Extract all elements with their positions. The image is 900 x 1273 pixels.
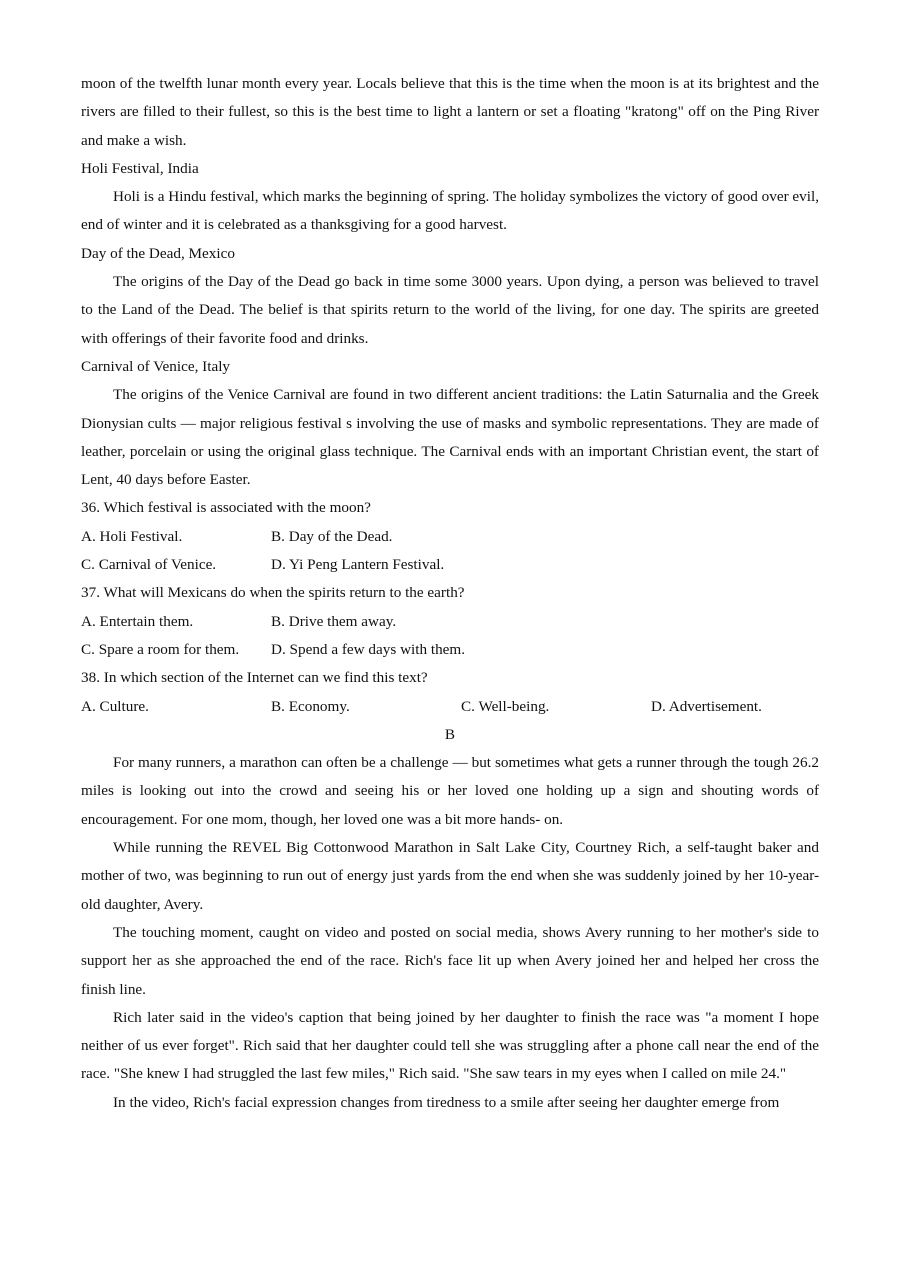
marathon-paragraph-3: The touching moment, caught on video and posted on social media, shows Avery running to her mother's side to support her as she approached the end of the race. Rich's face lit up when Avery joined her and helped her cross the finish line. (81, 923, 819, 998)
section-b-label: B (444, 725, 456, 743)
marathon-paragraph-2: While running the REVEL Big Cottonwood Marathon in Salt Lake City, Courtney Rich, a self-taught baker and mother of two, was beginning to run out of energy just yards from the end when she was suddenly joined by her 10-year- old daughter, Avery. (81, 839, 819, 913)
question-38-options-row (81, 693, 819, 721)
venice-heading: Carnival of Venice, Italy (81, 357, 231, 375)
question-38-option-d: D. Advertisement. (651, 697, 762, 715)
question-36-options-row-1 (81, 523, 819, 551)
question-36-options-row-2 (81, 551, 819, 579)
question-37-option-b: B. Drive them away. (271, 612, 397, 630)
venice-paragraph: The origins of the Venice Carnival are found in two different ancient traditions: the Latin Saturnalia and the Greek Dionysian cults — major religious festival s involving the use of masks and symbolic representations. They are made of leather, porcelain or using the original glass technique. The Carnival ends with an important Christian event, the start of Lent, 40 days before Easter. (81, 386, 819, 489)
holi-paragraph: Holi is a Hindu festival, which marks the beginning of spring. The holiday symbolizes the victory of good over evil, end of winter and it is celebrated as a thanksgiving for a good harvest. (81, 188, 819, 234)
question-38-option-a: A. Culture. (81, 697, 149, 715)
question-36-stem: 36. Which festival is associated with the moon? (81, 499, 371, 517)
day-of-dead-paragraph: The origins of the Day of the Dead go back in time some 3000 years. Upon dying, a person was believed to travel to the Land of the Dead. The belief is that spirits return to the world of the living, for one day. The spirits are greeted with offerings of their favorite food and drinks. (81, 273, 819, 347)
marathon-paragraph-4: Rich later said in the video's caption that being joined by her daughter to finish the race was "a moment I hope neither of us ever forget". Rich said that her daughter could tell she was struggling after a phone call near the end of the race. "She knew I had struggled the last few miles," Rich said. "She saw tears in my eyes when I called on mile 24." (81, 1008, 819, 1083)
lantern-paragraph-end: moon of the twelfth lunar month every year. Locals believe that this is the time when the moon is at its brightest and the rivers are filled to their fullest, so this is the best time to light a lantern or set a floating "kratong" off on the Ping River and make a wish. (81, 75, 819, 149)
question-38-option-b: B. Economy. (271, 697, 350, 715)
question-37-options-row-2 (81, 636, 819, 664)
question-37-option-d: D. Spend a few days with them. (271, 640, 466, 658)
question-37-options-row-1 (81, 608, 819, 636)
question-36-option-b: B. Day of the Dead. (271, 527, 393, 545)
question-36-option-d: D. Yi Peng Lantern Festival. (271, 556, 445, 574)
question-36-option-c: C. Carnival of Venice. (81, 556, 217, 574)
document-page (81, 70, 819, 1117)
day-of-dead-heading: Day of the Dead, Mexico (81, 244, 235, 262)
question-37-option-c: C. Spare a room for them. (81, 640, 240, 658)
marathon-paragraph-5: In the video, Rich's facial expression changes from tiredness to a smile after seeing her daughter emerge from (113, 1093, 780, 1111)
holi-heading: Holi Festival, India (81, 159, 199, 177)
question-38-stem: 38. In which section of the Internet can we find this text? (81, 669, 428, 687)
marathon-paragraph-1: For many runners, a marathon can often be a challenge — but sometimes what gets a runner through the tough 26.2 miles is looking out into the crowd and seeing his or her loved one holding up a sign and shouting words of encouragement. For one mom, though, her loved one was a bit more hands- on. (81, 754, 819, 828)
question-37-stem: 37. What will Mexicans do when the spirits return to the earth? (81, 584, 465, 602)
question-38-option-c: C. Well-being. (461, 697, 550, 715)
question-37-option-a: A. Entertain them. (81, 612, 194, 630)
question-36-option-a: A. Holi Festival. (81, 527, 183, 545)
